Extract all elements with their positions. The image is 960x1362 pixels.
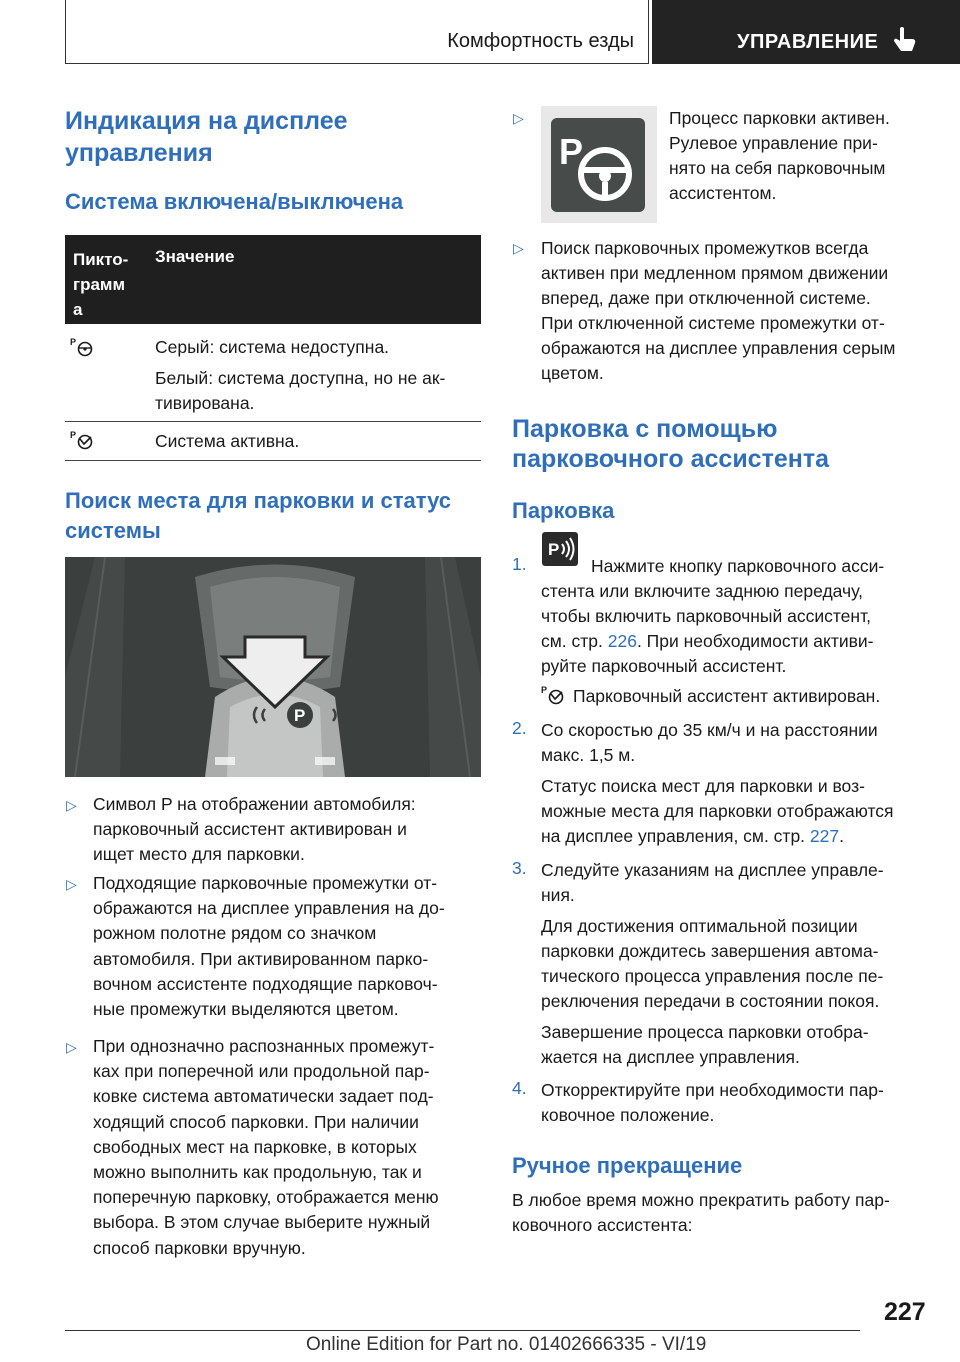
header-section-label: Комфортность езды — [447, 30, 634, 52]
left-subtitle: Система включена/выключена — [65, 189, 404, 214]
step2-line5: на дисплее управления, см. стр. 227. — [541, 826, 844, 846]
step1-number: 1. — [512, 554, 527, 574]
right-bullet1-line1: Процесс парковки активен. — [669, 108, 890, 128]
step3-line: Завершение процесса парковки отобра- — [541, 1022, 869, 1042]
step1-line1: Нажмите кнопку парковочного асси- — [591, 556, 885, 576]
right-subtitle: Парковка — [512, 498, 615, 523]
left-bullet-line: ищет место для парковки. — [93, 844, 305, 865]
right-bullet2-line: ображаются на дисплее управления серым — [541, 338, 896, 358]
header-chapter-tab — [652, 0, 960, 64]
left-bullet-line: можно выполнить как продольную, так и — [93, 1162, 422, 1182]
right-title-line2: парковочного ассистента — [512, 445, 829, 473]
step2-line1: Со скоростью до 35 км/ч и на расстоянии — [541, 720, 878, 740]
right-bullet2-line: При отключенной системе промежутки от- — [541, 313, 885, 333]
svg-text:P: P — [548, 540, 560, 559]
bullet-marker: ▷ — [513, 240, 524, 256]
left-bullet-line: ках при поперечной или продольной пар- — [93, 1061, 430, 1082]
left-bullet-line: выбора. В этом случае выберите нужный — [93, 1212, 431, 1233]
header-chapter-label: УПРАВЛЕНИЕ — [737, 31, 879, 53]
bullet-marker: ▷ — [66, 876, 77, 892]
left-title-line1: Индикация на дисплее — [65, 107, 348, 135]
step1-line2: стента или включите заднюю передачу, — [541, 581, 863, 601]
right-bullet1-line4: ассистентом. — [669, 183, 777, 203]
table-row-divider — [65, 421, 481, 422]
table-bottom-line — [65, 460, 481, 461]
right-bullet1-line2: Рулевое управление при- — [669, 133, 878, 153]
right-bullet2-line: вперед, даже при отключенной системе. — [541, 288, 871, 308]
table-col-meaning: Значение — [155, 247, 235, 266]
right-bullet2-line: Поиск парковочных промежутков всегда — [541, 238, 869, 258]
left-section2-line2: системы — [65, 518, 161, 543]
left-bullet-line: ные промежутки выделяются цветом. — [93, 999, 399, 1019]
step2-line4: можные места для парковки отображаются — [541, 801, 894, 821]
parking-assistant-active-icon — [541, 684, 565, 706]
left-bullet-line: При однозначно распознанных промежут- — [93, 1036, 435, 1056]
page-link-226[interactable]: 226 — [607, 631, 637, 651]
bullet-marker: ▷ — [66, 1039, 77, 1055]
parking-assistant-button-icon — [542, 532, 578, 566]
left-bullet-line: ображаются на дисплее управления на до- — [93, 898, 445, 919]
svg-text:P: P — [70, 337, 77, 347]
right-bullet1-line3: нято на себя парковочным — [669, 158, 886, 178]
table-row2-text: Система активна. — [155, 431, 300, 451]
step1-line3: чтобы включить парковочный ассистент, — [541, 606, 872, 626]
parking-steering-picture — [541, 106, 657, 223]
left-bullet-line: автомобиля. При активированном парко- — [93, 948, 429, 969]
svg-text:P: P — [294, 706, 306, 725]
left-section2-line1: Поиск места для парковки и статус — [65, 488, 452, 513]
manual-stop-line1: В любое время можно прекратить работу пар- — [512, 1190, 890, 1210]
parking-assistant-icon — [70, 336, 94, 358]
footer-divider — [65, 1330, 860, 1331]
step1-line4: см. стр. 226. При необходимости активи- — [541, 631, 874, 651]
parking-display-illustration — [65, 557, 481, 777]
right-title-line1: Парковка с помощью — [512, 415, 778, 443]
step4-number: 4. — [512, 1078, 527, 1098]
step4-line2: ковочное положение. — [541, 1105, 715, 1125]
step2-line2: макс. 1,5 м. — [541, 745, 636, 765]
left-bullet-line: поперечную парковку, отображается меню — [93, 1187, 439, 1208]
step1-line5: руйте парковочный ассистент. — [541, 656, 787, 676]
left-bullet-line: парковочный ассистент активирован и — [93, 819, 407, 840]
step3-line: тического процесса управления после пе- — [541, 966, 884, 986]
step3-line: ния. — [541, 885, 575, 905]
step2-line3: Статус поиска мест для парковки и воз- — [541, 776, 865, 796]
left-bullet-line: способ парковки вручную. — [93, 1237, 306, 1258]
manual-stop-title: Ручное прекращение — [512, 1153, 743, 1178]
table-header — [65, 235, 481, 324]
page-number: 227 — [884, 1298, 926, 1326]
step3-line: жается на дисплее управления. — [541, 1047, 800, 1067]
left-bullet-line: Символ P на отображении автомобиля: — [93, 794, 416, 814]
step3-line: Для достижения оптимальной позиции — [541, 916, 858, 936]
left-bullet-line: вочном ассистенте подходящие парковоч- — [93, 973, 438, 994]
step3-line: парковки дождитесь завершения автома- — [541, 941, 879, 961]
svg-text:P: P — [559, 131, 584, 172]
step4-line1: Откорректируйте при необходимости пар- — [541, 1080, 884, 1100]
step3-line: Следуйте указаниям на дисплее управле- — [541, 860, 884, 880]
manual-stop-line2: ковочного ассистента: — [512, 1215, 693, 1235]
step2-number: 2. — [512, 718, 527, 738]
bullet-marker: ▷ — [66, 797, 77, 813]
left-bullet-line: свободных мест на парковке, в которых — [93, 1136, 417, 1157]
bullet-marker: ▷ — [513, 110, 524, 126]
svg-text:P: P — [541, 685, 548, 695]
table-row1-text2: Белый: система доступна, но не ак- — [155, 368, 446, 388]
step3-line: реключения передачи в состоянии покоя. — [541, 991, 880, 1011]
left-bullet-line: рожном полотне рядом со значком — [93, 923, 377, 944]
left-bullet-line: ходящий способ парковки. При наличии — [93, 1111, 419, 1132]
svg-text:P: P — [70, 430, 77, 440]
right-bullet2-line: активен при медленном прямом движении — [541, 263, 889, 283]
right-bullet2-line: цветом. — [541, 363, 604, 383]
parking-assistant-active-icon — [70, 429, 94, 451]
page-link-227[interactable]: 227 — [809, 826, 840, 846]
left-bullet-line: ковке система автоматически задает под- — [93, 1086, 434, 1107]
table-row1-text1: Серый: система недоступна. — [155, 337, 390, 357]
step1-note: Парковочный ассистент активирован. — [573, 686, 881, 706]
table-col-pictogram: Пикто- грамм а — [73, 250, 129, 319]
step3-number: 3. — [512, 858, 527, 878]
hand-pointer-icon — [892, 26, 918, 54]
table-row1-text3: тивирована. — [155, 393, 255, 413]
header-section-tab — [65, 0, 649, 64]
footer-edition: Online Edition for Part no. 01402666335 - VI/19 — [306, 1334, 707, 1355]
left-bullet-line: Подходящие парковочные промежутки от- — [93, 873, 438, 893]
left-title-line2: управления — [65, 139, 213, 167]
